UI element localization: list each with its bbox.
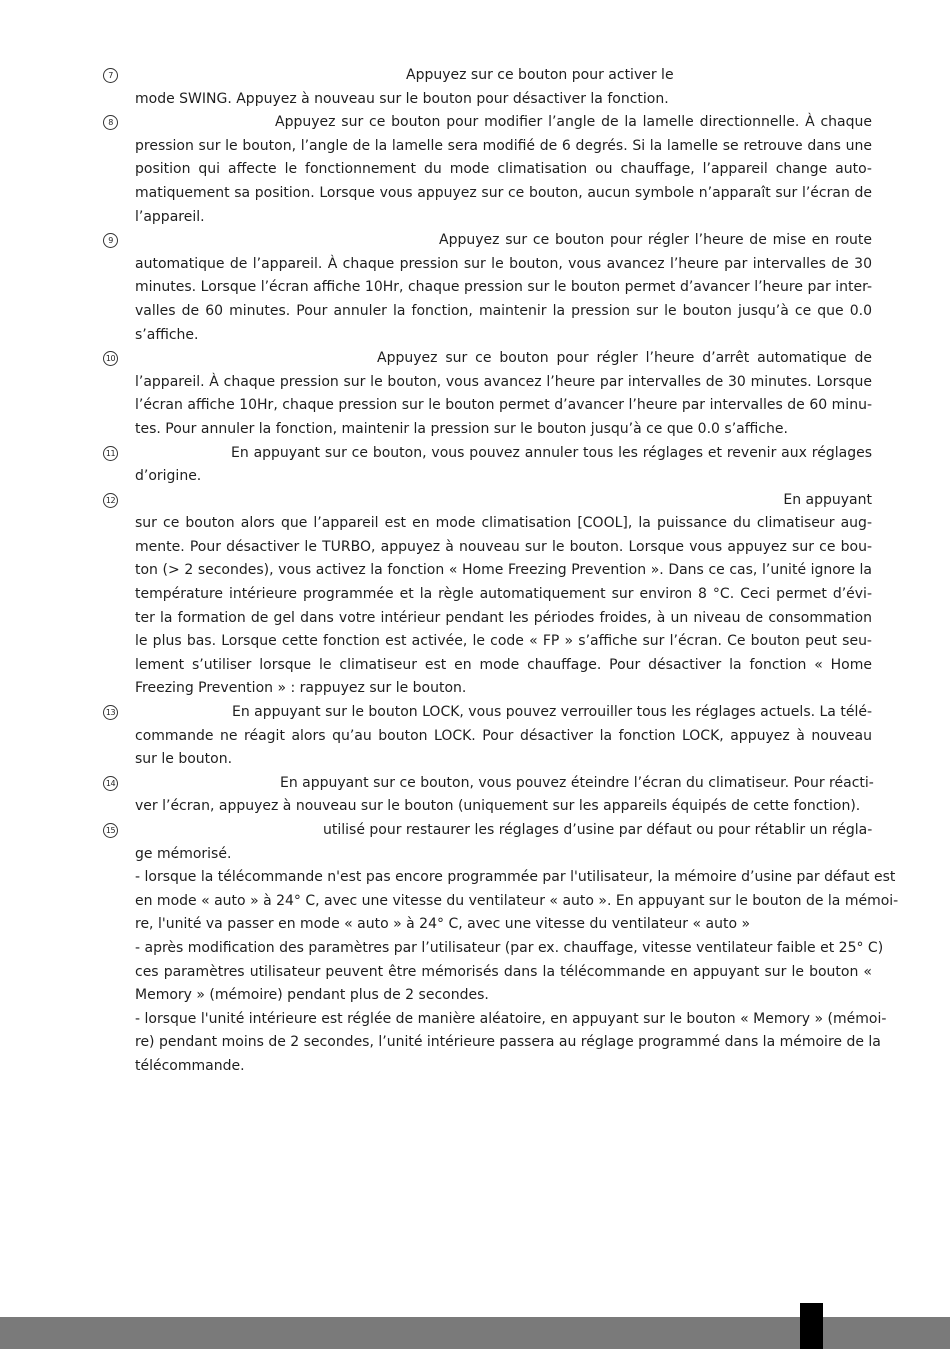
circled-number: 8 <box>103 115 118 130</box>
circled-number: 10 <box>103 351 118 366</box>
list-item <box>103 64 872 111</box>
paragraph-line: lement s’utiliser lorsque le climatiseur est en mode chauffage. Pour désactiver la fonction « Home <box>135 656 872 673</box>
paragraph-line: - lorsque la télécommande n'est pas encore programmée par l'utilisateur, la mémoire d’usine par défaut est <box>135 869 896 886</box>
circled-number: 7 <box>103 68 118 83</box>
paragraph-line: ces paramètres utilisateur peuvent être mémorisés dans la télécommande en appuyant sur le bouton « <box>135 963 872 980</box>
paragraph-line: ton (> 2 secondes), vous activez la fonction « Home Freezing Prevention ». Dans ce cas, l’unité ignore la <box>135 562 872 579</box>
list-item <box>103 489 872 701</box>
paragraph-line: mente. Pour désactiver le TURBO, appuyez à nouveau sur le bouton. Lorsque vous appuyez sur ce bou- <box>135 538 872 555</box>
list-item <box>103 347 872 441</box>
circled-number: 14 <box>103 776 118 791</box>
page-marker-tab <box>800 1303 823 1349</box>
paragraph-line: minutes. Lorsque l’écran affiche 10Hr, chaque pression sur le bouton permet d’avancer l’heure par inter- <box>135 279 872 296</box>
list-item <box>103 819 899 1079</box>
paragraph-line: Appuyez sur ce bouton pour régler l’heure d’arrêt automatique de <box>377 350 872 367</box>
paragraph-line: En appuyant sur ce bouton, vous pouvez annuler tous les réglages et revenir aux réglages <box>231 444 872 461</box>
paragraph-line: ter la formation de gel dans votre intérieur pendant les périodes froides, à un niveau de consommation <box>135 609 872 626</box>
paragraph-line: d’origine. <box>135 468 202 485</box>
paragraph-line: en mode « auto » à 24° C, avec une vitesse du ventilateur « auto ». En appuyant sur le bouton de la mémoi- <box>135 892 899 909</box>
document-body <box>103 64 899 1079</box>
circled-number: 11 <box>103 446 118 461</box>
paragraph-line: commande ne réagit alors qu’au bouton LOCK. Pour désactiver la fonction LOCK, appuyez à nouveau <box>135 727 872 744</box>
list-item <box>103 701 872 772</box>
paragraph-line: - après modification des paramètres par l’utilisateur (par ex. chauffage, vitesse ventilateur faible et 25° C) <box>135 939 884 956</box>
paragraph-line: re, l'unité va passer en mode « auto » à 24° C, avec une vitesse du ventilateur « auto » <box>135 916 751 933</box>
circled-number: 13 <box>103 705 118 720</box>
list-item <box>103 229 872 347</box>
paragraph-line: valles de 60 minutes. Pour annuler la fonction, maintenir la pression sur le bouton jusqu’à ce que 0.0 <box>135 302 872 319</box>
list-item <box>103 111 872 229</box>
paragraph-line: l’appareil. À chaque pression sur le bouton, vous avancez l’heure par intervalles de 30 minutes. Lorsque <box>135 373 872 390</box>
paragraph-line: ver l’écran, appuyez à nouveau sur le bouton (uniquement sur les appareils équipés de cette fonction). <box>135 798 861 815</box>
paragraph-line: En appuyant sur ce bouton, vous pouvez éteindre l’écran du climatiseur. Pour réacti- <box>280 774 874 791</box>
paragraph-line: re) pendant moins de 2 secondes, l’unité intérieure passera au réglage programmé dans la mémoire de la <box>135 1034 881 1051</box>
paragraph-line: l’écran affiche 10Hr, chaque pression sur le bouton permet d’avancer l’heure par intervalles de 60 minu- <box>135 397 872 414</box>
paragraph-line: télécommande. <box>135 1057 245 1074</box>
paragraph-line: sur le bouton. <box>135 751 233 768</box>
paragraph-line: température intérieure programmée et la règle automatiquement sur environ 8 °C. Ceci permet d’évi- <box>135 586 872 603</box>
paragraph-line: matiquement sa position. Lorsque vous appuyez sur ce bouton, aucun symbole n’apparaît sur l’écran de <box>135 184 872 201</box>
paragraph-line: mode SWING. Appuyez à nouveau sur le bouton pour désactiver la fonction. <box>135 90 669 107</box>
paragraph-line: l’appareil. <box>135 208 205 225</box>
paragraph-line: automatique de l’appareil. À chaque pression sur le bouton, vous avancez l’heure par intervalles de 30 <box>135 255 872 272</box>
paragraph-line: position qui affecte le fonctionnement du mode climatisation ou chauffage, l’appareil change auto- <box>135 161 872 178</box>
paragraph-line: sur ce bouton alors que l’appareil est en mode climatisation [COOL], la puissance du climatiseur aug- <box>135 515 872 532</box>
paragraph-line: En appuyant <box>783 491 872 508</box>
paragraph-line: pression sur le bouton, l’angle de la lamelle sera modifié de 6 degrés. Si la lamelle se retrouve dans une <box>135 137 872 154</box>
list-item <box>103 772 872 819</box>
paragraph-line: ge mémorisé. <box>135 845 232 862</box>
paragraph-line: le plus bas. Lorsque cette fonction est activée, le code « FP » s’affiche sur l’écran. Ce bouton peut seu- <box>135 633 872 650</box>
circled-number: 9 <box>103 233 118 248</box>
paragraph-line: Freezing Prevention » : rappuyez sur le bouton. <box>135 680 467 697</box>
paragraph-line: En appuyant sur le bouton LOCK, vous pouvez verrouiller tous les réglages actuels. La télé- <box>232 704 872 721</box>
paragraph-line: tes. Pour annuler la fonction, maintenir la pression sur le bouton jusqu’à ce que 0.0 s’affiche. <box>135 420 788 437</box>
paragraph-line: s’affiche. <box>135 326 199 343</box>
circled-number: 12 <box>103 493 118 508</box>
paragraph-line: Appuyez sur ce bouton pour régler l’heure de mise en route <box>439 232 872 249</box>
list-item <box>103 442 872 489</box>
paragraph-line: Appuyez sur ce bouton pour modifier l’angle de la lamelle directionnelle. À chaque <box>275 114 872 131</box>
paragraph-line: utilisé pour restaurer les réglages d’usine par défaut ou pour rétablir un régla- <box>323 822 873 838</box>
paragraph-line: Appuyez sur ce bouton pour activer le <box>406 67 674 83</box>
paragraph-line: Memory » (mémoire) pendant plus de 2 secondes. <box>135 987 489 1004</box>
paragraph-line: - lorsque l'unité intérieure est réglée de manière aléatoire, en appuyant sur le bouton « Memory » (mémoi- <box>135 1010 887 1027</box>
circled-number: 15 <box>103 823 118 838</box>
